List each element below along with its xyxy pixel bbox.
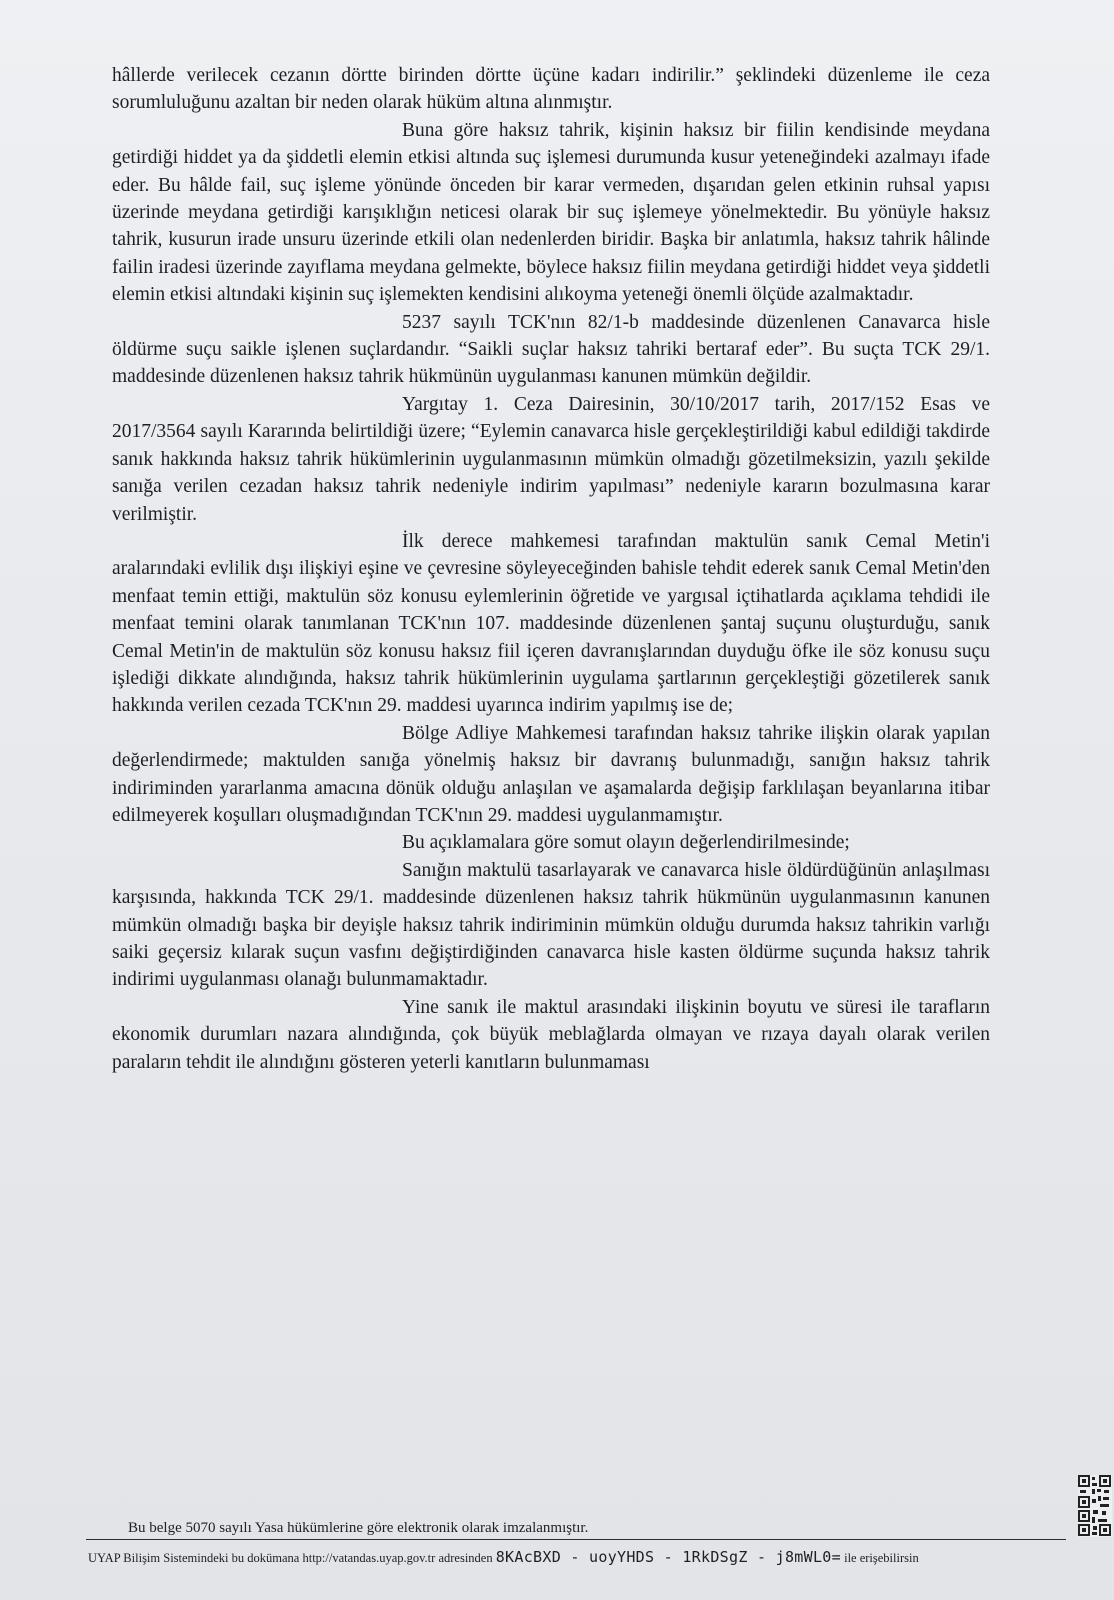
paragraph-9: Yine sanık ile maktul arasındaki ilişkinin boyutu ve süresi ile tarafların ekonomik durumları nazara alındığında, çok büyük meblağlarda olmayan ve rızaya dayalı olarak verilen paraların tehdit ile alındığını gösteren yeterli kanıtların bulunmaması	[112, 996, 990, 1073]
paragraph-7: Bu açıklamalara göre somut olayın değerlendirilmesinde;	[402, 832, 850, 854]
paragraph-3: 5237 sayılı TCK'nın 82/1-b maddesinde düzenlenen Canavarca hisle öldürme suçu saikle işlenen suçlardandır. “Saikli suçlar haksız tahriki bertaraf eder”. Bu suçta TCK 29/1. maddesinde düzenlenen haksız tahrik hükmünün uygulanması kanunen mümkün değildir.	[112, 311, 990, 388]
paragraph-4: Yargıtay 1. Ceza Dairesinin, 30/10/2017 tarih, 2017/152 Esas ve 2017/3564 sayılı Kararında belirtildiği üzere; “Eylemin canavarca hisle gerçekleştirildiği kabul edildiği takdirde sanık hakkında haksız tahrik hükümlerinin uygulanmasının mümkün olmadığı gözetilmeksizin, yazılı şekilde sanığa verilen cezadan haksız tahrik nedeniyle indirim yapılması” nedeniyle kararın bozulmasına karar verilmiştir.	[112, 393, 990, 525]
access-code: 8KAcBXD - uoyYHDS - 1RkDSgZ - j8mWL0=	[495, 1548, 841, 1566]
e-signature-note: Bu belge 5070 sayılı Yasa hükümlerine göre elektronik olarak imzalanmıştır.	[128, 1520, 589, 1536]
paragraph-2: Buna göre haksız tahrik, kişinin haksız bir fiilin kendisinde meydana getirdiği hiddet ya da şiddetli elemin etkisi altında suç işlemesi durumunda kusur yeteneğindeki azalmayı ifade eder. Bu hâlde fail, suç işleme yönünde önceden bir karar vermeden, dışarıdan gelen etkinin ruhsal yapısı üzerinde meydana getirdiği karışıklığın neticesi olarak bir suç işlemeye yönelmektedir. Bu yönüyle haksız tahrik, kusurun irade unsuru üzerinde etkili olan nedenlerden biridir. Başka bir anlatımla, haksız tahrik hâlinde failin iradesi üzerinde zayıflama meydana gelmekte, böylece haksız fiilin meydana getirdiği hiddet veya şiddetli elemin etkisi altındaki kişinin suç işlemekten kendisini alıkoyma yeteneği önemli ölçüde azalmaktadır.	[112, 119, 990, 306]
document-body	[112, 62, 990, 1076]
qr-code-icon	[1078, 1475, 1112, 1537]
paragraph-8: Sanığın maktulü tasarlayarak ve canavarca hisle öldürdüğünün anlaşılması karşısında, hakkında TCK 29/1. maddesinde düzenlenen haksız tahrik hükmünün uygulanmasının kanunen mümkün olmadığı başka bir deyişle haksız tahrik indiriminin mümkün olduğu durumda haksız tahrikin varlığı saiki geçersiz kılarak suçun vasfını değiştirdiğinden canavarca hisle kasten öldürme suçunda haksız tahrik indirimi uygulanması olanağı bulunmamaktadır.	[112, 859, 990, 991]
access-suffix: ile erişebilirsin	[844, 1551, 919, 1565]
uyap-access-line	[88, 1548, 1068, 1566]
paragraph-1: hâllerde verilecek cezanın dörtte birinden dörtte üçüne kadarı indirilir.” şeklindeki düzenleme ile ceza sorumluluğunu azaltan bir neden olarak hüküm altına alınmıştır.	[112, 65, 990, 114]
paragraph-5: İlk derece mahkemesi tarafından maktulün sanık Cemal Metin'i aralarındaki evlilik dışı ilişkiyi eşine ve çevresine söyleyeceğinden bahisle tehdit ederek sanık Cemal Metin'den menfaat temin ettiği, maktulün söz konusu eylemlerinin öğretide ve yargısal içtihatlarda açıklama tehdidi ile menfaat temini olarak tanımlanan TCK'nın 107. maddesinde düzenlenen şantaj suçunu oluşturduğu, sanık Cemal Metin'in de maktulün söz konusu haksız fiil içeren davranışlarından duyduğu öfke ile söz konusu suçu işlediği dikkate alındığında, haksız tahrik hükümlerinin uygulama şartlarının gerçekleştiği gözetilerek sanık hakkında verilen cezada TCK'nın 29. maddesi uyarınca indirim yapılmış ise de;	[112, 530, 990, 717]
footer-divider	[86, 1539, 1066, 1540]
access-prefix: UYAP Bilişim Sistemindeki bu dokümana http://vatandas.uyap.gov.tr adresinden	[88, 1551, 493, 1565]
paragraph-6: Bölge Adliye Mahkemesi tarafından haksız tahrike ilişkin olarak yapılan değerlendirmede; maktulden sanığa yönelmiş haksız bir davranış bulunmadığı, sanığın haksız tahrik indiriminden yararlanma amacına dönük olduğu anlaşılan ve aşamalarda değişip farklılaşan beyanlarına itibar edilmeyerek koşulları oluşmadığından TCK'nın 29. maddesi uygulanmamıştır.	[112, 722, 990, 826]
